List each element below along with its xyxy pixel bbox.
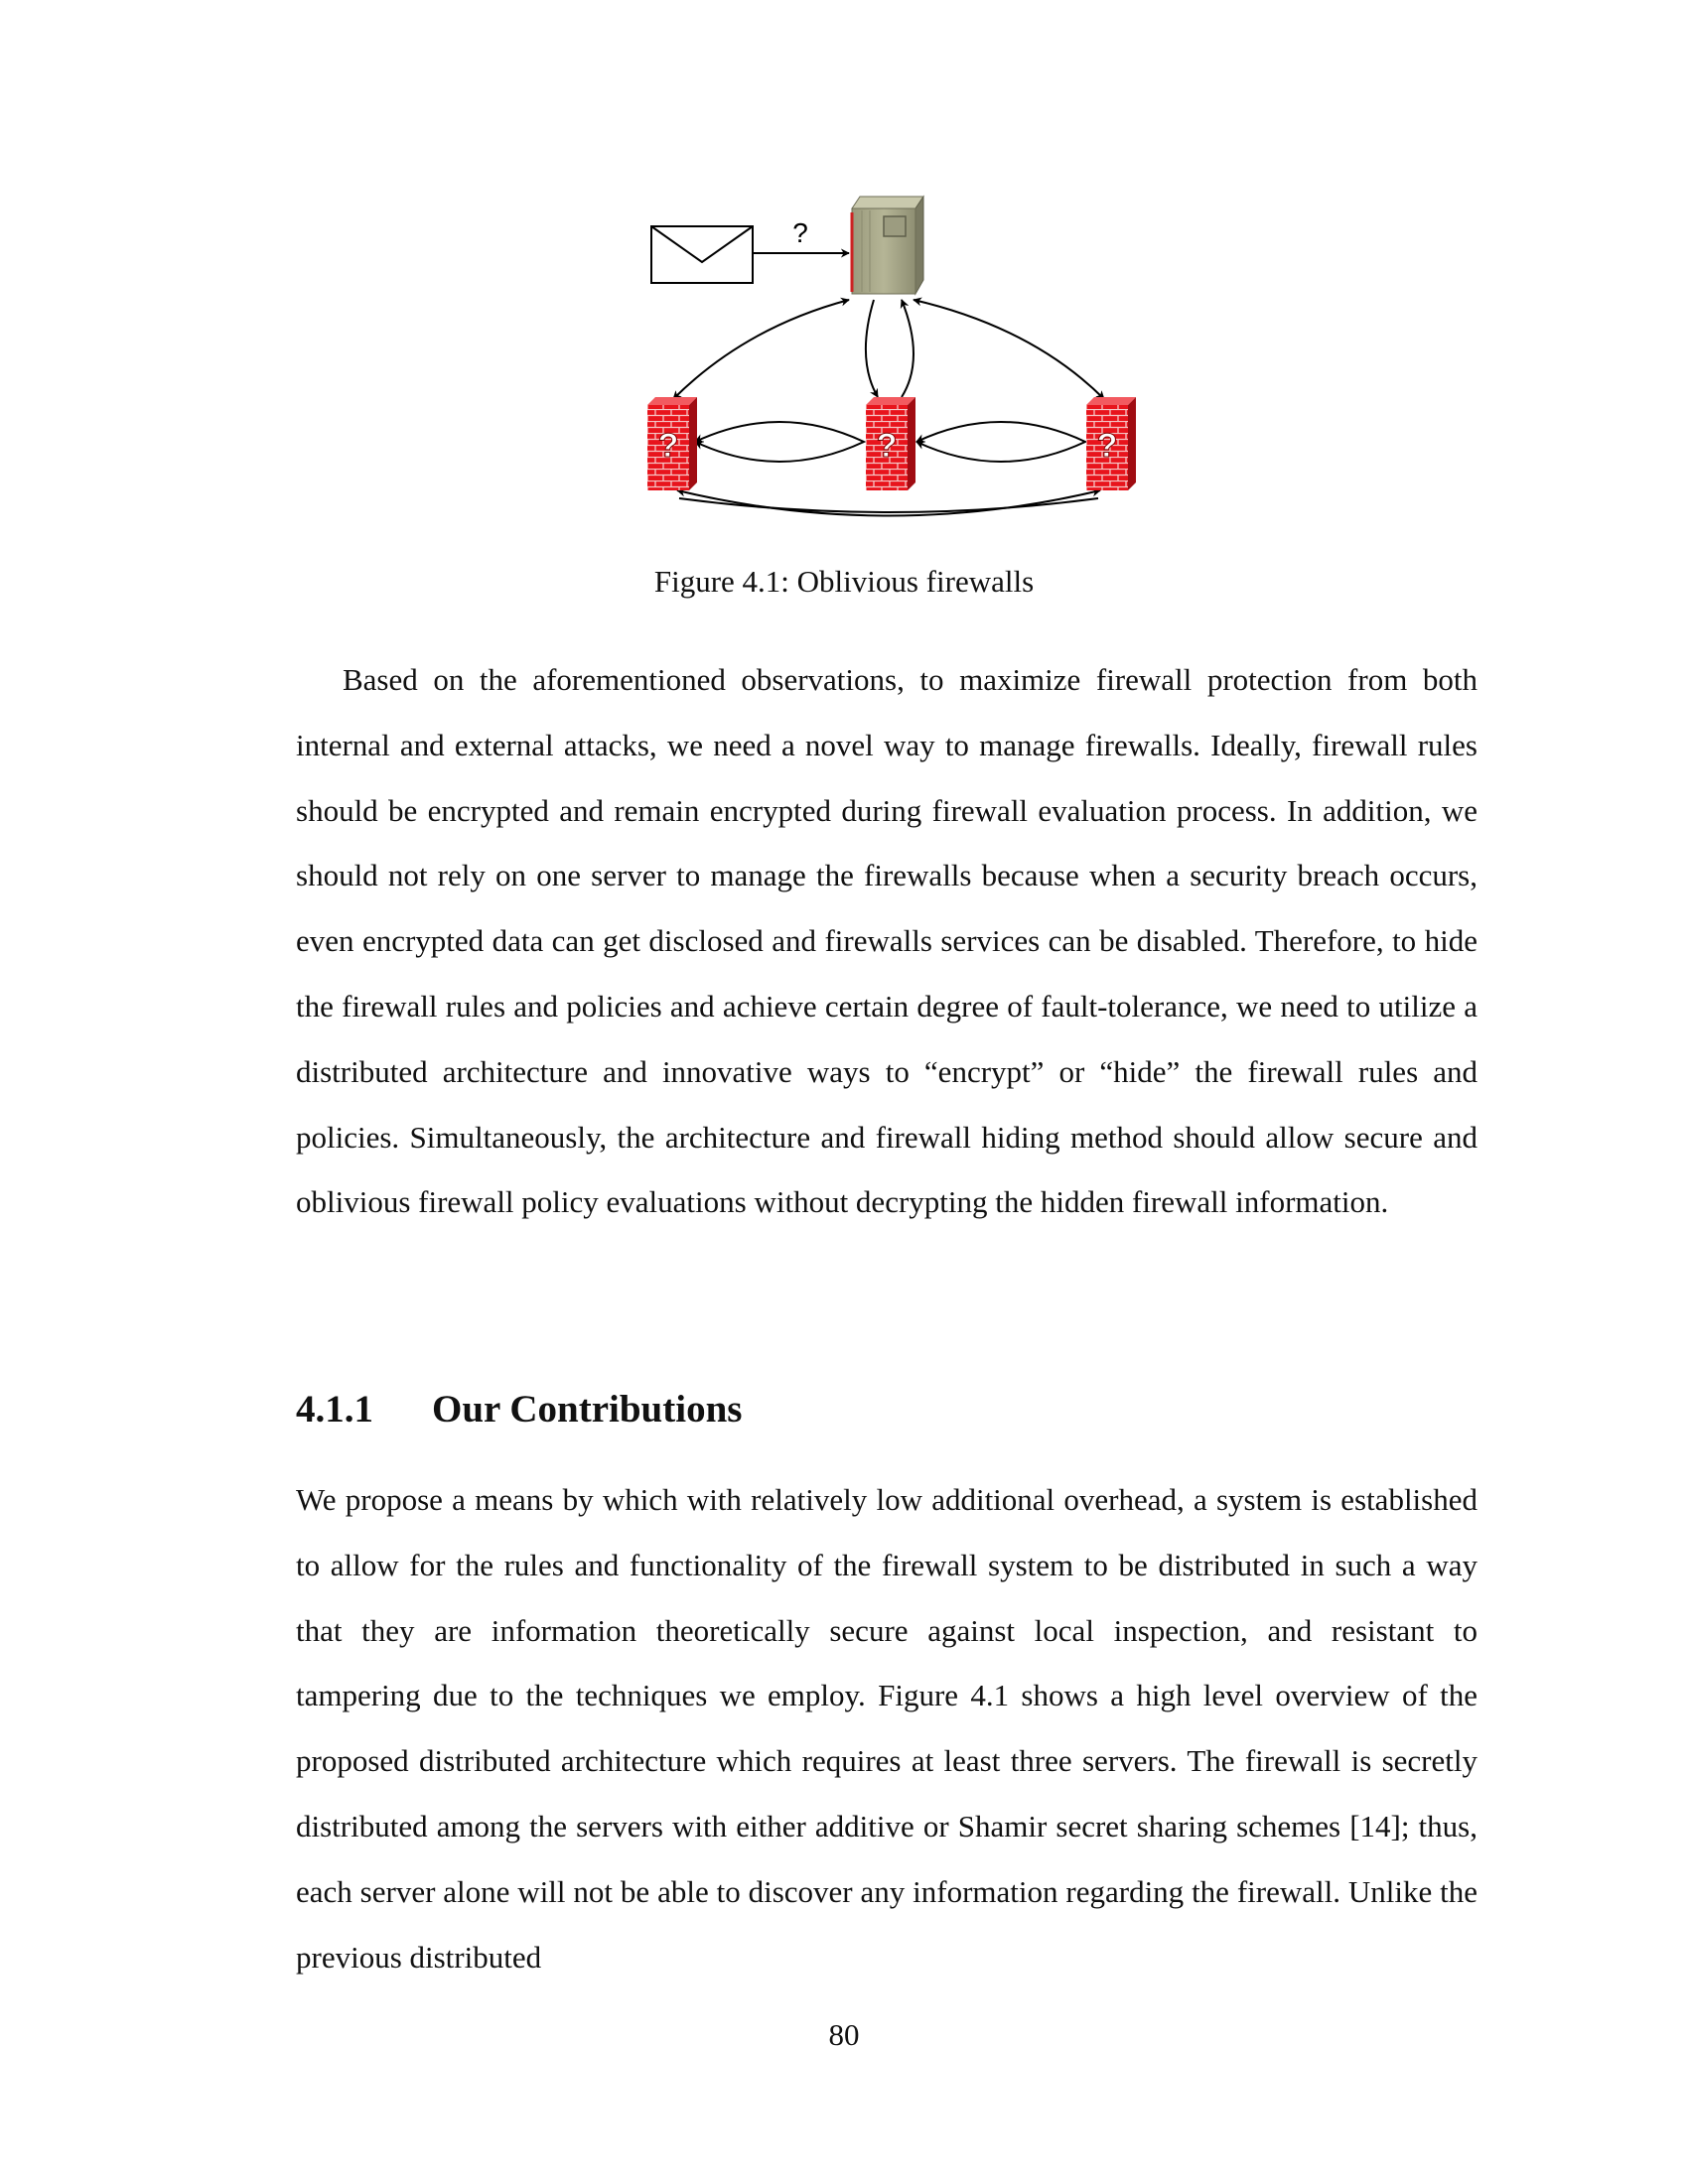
body-paragraph-1-container [296,647,1477,1235]
link-left-center [695,422,864,462]
figure-caption: Figure 4.1: Oblivious firewalls [653,564,1035,599]
firewall-label: ? [657,427,679,465]
firewall-label: ? [1096,427,1118,465]
envelope-icon [651,226,753,283]
body-paragraph: We propose a means by which with relatively low additional overhead, a system is established to allow for the rules and functionality of the firewall system to be distributed in such a way that they are information theoretically secure against local inspection, and resistant to tampering due to the techniques we employ. Figure 4.1 shows a high level overview of the proposed distributed architecture which requires at least three servers. The firewall is secretly distributed among the servers with either additive or Shamir secret sharing schemes [14]; thus, each server alone will not be able to discover any information regarding the firewall. Unlike the previous distributed [296,1482,1477,1975]
firewall-icon [866,397,915,490]
oblivious-firewalls-figure [635,189,1152,541]
section-number: 4.1.1 [296,1388,373,1431]
page-number: 80 [828,2017,860,2052]
link-server-firewall-left [673,300,849,399]
link-left-right-inner [679,498,1098,512]
link-center-right [916,422,1085,462]
link-server-firewall-center-up [902,300,914,397]
body-paragraph: Based on the aforementioned observations, to maximize firewall protection from both internal and external attacks, we need a novel way to manage firewalls. Ideally, firewall rules should be encrypted and remain encrypted during firewall evaluation process. In addition, we should not rely on one server to manage the firewalls because when a security breach occurs, even encrypted data can get disclosed and firewalls services can be disabled. Therefore, to hide the firewall rules and policies and achieve certain degree of fault-tolerance, we need to utilize a distributed architecture and innovative ways to “encrypt” or “hide” the firewall rules and policies. Simultaneously, the architecture and firewall hiding method should allow secure and oblivious firewall policy evaluations without decrypting the hidden firewall information. [296,662,1477,1220]
firewall-icon [647,397,697,490]
link-server-firewall-center-down [866,300,878,397]
firewall-label: ? [876,427,898,465]
server-icon [852,197,923,294]
section-title: Our Contributions [432,1388,743,1431]
query-label: ? [792,217,808,248]
firewall-icon [1086,397,1136,490]
body-paragraph-2-container [296,1467,1477,1989]
link-server-firewall-right [914,300,1104,399]
section-heading [296,1386,742,1433]
